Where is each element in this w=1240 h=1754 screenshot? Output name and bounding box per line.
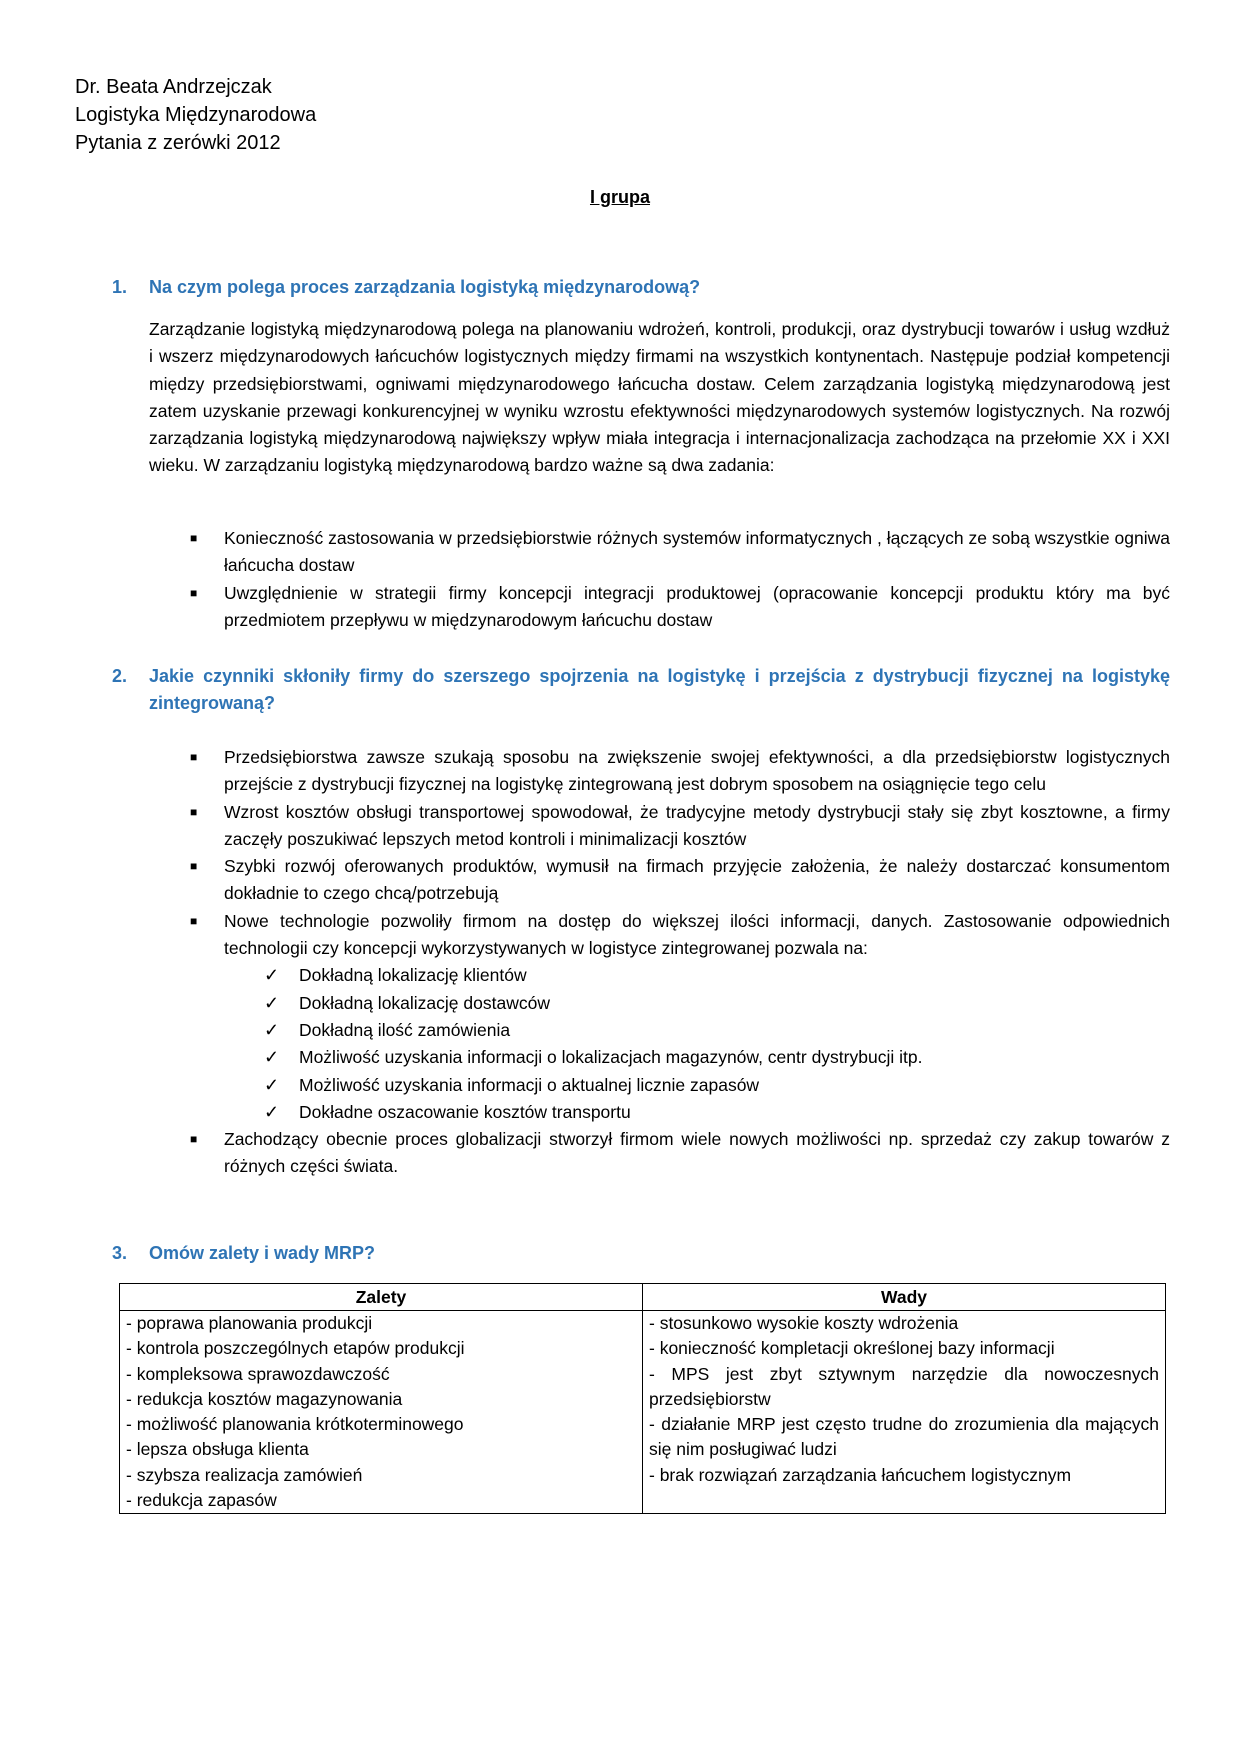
column-header-cons: Wady xyxy=(643,1284,1166,1311)
document-header xyxy=(75,73,316,157)
list-item: - stosunkowo wysokie koszty wdrożenia xyxy=(649,1313,959,1333)
checkmark-icon: ✓ xyxy=(264,1074,280,1095)
list-item: ■ Szybki rozwój oferowanych produktów, wymusił na firmach przyjęcie założenia, że należy dostarczać konsumentom dokładnie to czego chcą/potrzebują xyxy=(224,853,1170,908)
square-bullet-icon: ■ xyxy=(190,585,198,600)
question-2 xyxy=(112,663,1170,717)
list-item: - MPS jest zbyt sztywnym narzędzie dla nowoczesnych przedsiębiorstw xyxy=(649,1363,1159,1409)
checkmark-icon: ✓ xyxy=(264,1101,280,1122)
answer-1 xyxy=(149,316,1170,480)
list-item: - kompleksowa sprawozdawczość xyxy=(126,1363,390,1384)
column-header-pros: Zalety xyxy=(120,1284,643,1311)
list-item: ■ Konieczność zastosowania w przedsiębiorstwie różnych systemów informatycznych , łączących ze sobą wszystkie ogniwa łańcucha dostaw xyxy=(224,525,1170,580)
list-item: - działanie MRP jest często trudne do zrozumienia dla mających się nim posługiwać ludzi xyxy=(649,1414,1159,1460)
document-subtitle: Pytania z zerówki 2012 xyxy=(75,132,281,154)
author-name: Dr. Beata Andrzejczak xyxy=(75,76,272,98)
checkmark-icon: ✓ xyxy=(264,1019,280,1040)
question-1 xyxy=(112,274,1170,301)
course-name: Logistyka Międzynarodowa xyxy=(75,104,317,126)
list-item: ■ Nowe technologie pozwoliły firmom na dostęp do większej ilości informacji, danych. Zastosowanie odpowiednich technologii czy koncepcji wykorzystywanych w logistyce zintegrowanej pozwala na: ✓ Dokładną lokalizację klientów ✓ Dokładną lokalizację dostawców ✓ Dokładną ilość zamówienia ✓ Możliwość uzyskania informacji o lokalizacjach magazynów, centr dystrybucji itp. ✓ Możliwość uzyskania informacji o aktualnej licznie zapasów ✓ Dokładne oszacowanie kosztów transportu xyxy=(224,908,1170,1126)
list-item: - brak rozwiązań zarządzania łańcuchem logistycznym xyxy=(649,1464,1072,1485)
question-3 xyxy=(112,1240,1170,1267)
answer-1-bullets xyxy=(190,525,1170,634)
answer-2-bullets xyxy=(190,744,1170,1181)
list-item: ■ Wzrost kosztów obsługi transportowej spowodował, że tradycyjne metody dystrybucji stały się zbyt kosztowne, a firmy zaczęły poszukiwać lepszych metod kontroli i minimalizacji kosztów xyxy=(224,799,1170,854)
check-list xyxy=(224,962,1170,1126)
square-bullet-icon: ■ xyxy=(190,804,198,819)
check-item: ✓ Dokładną ilość zamówienia xyxy=(224,1017,1170,1044)
check-item: ✓ Możliwość uzyskania informacji o lokalizacjach magazynów, centr dystrybucji itp. xyxy=(224,1044,1170,1071)
question-text: Jakie czynniki skłoniły firmy do szerszego spojrzenia na logistykę i przejścia z dystrybucji fizycznej na logistykę zintegrowaną? xyxy=(149,666,1170,713)
question-text: Omów zalety i wady MRP? xyxy=(149,1243,376,1263)
square-bullet-icon: ■ xyxy=(190,750,198,764)
pros-cell xyxy=(120,1311,643,1514)
list-item: - redukcja kosztów magazynowania xyxy=(126,1388,403,1409)
answer-paragraph: Zarządzanie logistyką międzynarodową polega na planowaniu wdrożeń, kontroli, produkcji, oraz dystrybucji towarów i usług wzdłuż i wszerz międzynarodowych łańcuchów logistycznych między firmami na wszystkich kontynentach. Następuje podział kompetencji między przedsiębiorstwami, ogniwami międzynarodowego łańcucha dostaw. Celem zarządzania logistyką międzynarodową jest zatem uzyskanie przewagi konkurencyjnej w wyniku wzrostu efektywności międzynarodowych systemów logistycznych. Na rozwój zarządzania logistyką międzynarodową największy wpływ miała integracja i internacjonalizacja zachodząca na przełomie XX i XXI wieku. W zarządzaniu logistyką międzynarodową bardzo ważne są dwa zadania: xyxy=(149,319,1170,476)
square-bullet-icon: ■ xyxy=(190,531,198,545)
table-header-row xyxy=(120,1284,1166,1311)
list-item: ■ Zachodzący obecnie proces globalizacji stworzył firmom wiele nowych możliwości np. sprzedaż czy zakup towarów z różnych części świata. xyxy=(224,1126,1170,1181)
square-bullet-icon: ■ xyxy=(190,913,198,928)
check-item: ✓ Dokładną lokalizację klientów xyxy=(224,962,1170,989)
list-item: - szybsza realizacja zamówień xyxy=(126,1464,363,1485)
list-item: - możliwość planowania krótkoterminowego xyxy=(126,1414,464,1435)
group-title: I grupa xyxy=(589,187,650,207)
question-number: 2. xyxy=(112,666,128,686)
list-item: - lepsza obsługa klienta xyxy=(126,1439,309,1460)
list-item: - redukcja zapasów xyxy=(126,1490,277,1511)
square-bullet-icon: ■ xyxy=(190,859,198,874)
table-row xyxy=(120,1311,1166,1514)
mrp-table xyxy=(119,1283,1166,1514)
list-item: - konieczność kompletacji określonej bazy informacji xyxy=(649,1338,1055,1359)
checkmark-icon: ✓ xyxy=(264,965,280,986)
checkmark-icon: ✓ xyxy=(264,1047,280,1068)
list-item: ■ Uwzględnienie w strategii firmy koncepcji integracji produktowej (opracowanie koncepcji produktu który ma być przedmiotem przepływu w międzynarodowym łańcuchu dostaw xyxy=(224,580,1170,635)
cons-cell xyxy=(643,1311,1166,1514)
list-item: - poprawa planowania produkcji xyxy=(126,1313,373,1333)
check-item: ✓ Możliwość uzyskania informacji o aktualnej licznie zapasów xyxy=(224,1072,1170,1099)
question-number: 1. xyxy=(112,277,128,297)
checkmark-icon: ✓ xyxy=(264,992,280,1013)
check-item: ✓ Dokładną lokalizację dostawców xyxy=(224,990,1170,1017)
question-number: 3. xyxy=(112,1243,128,1263)
question-text: Na czym polega proces zarządzania logistyką międzynarodową? xyxy=(149,277,701,297)
list-item: ■ Przedsiębiorstwa zawsze szukają sposobu na zwiększenie swojej efektywności, a dla przedsiębiorstw logistycznych przejście z dystrybucji fizycznej na logistykę zintegrowaną jest dobrym sposobem na osiągnięcie tego celu xyxy=(224,744,1170,799)
check-item: ✓ Dokładne oszacowanie kosztów transportu xyxy=(224,1099,1170,1126)
list-item: - kontrola poszczególnych etapów produkcji xyxy=(126,1338,465,1359)
square-bullet-icon: ■ xyxy=(190,1132,198,1147)
